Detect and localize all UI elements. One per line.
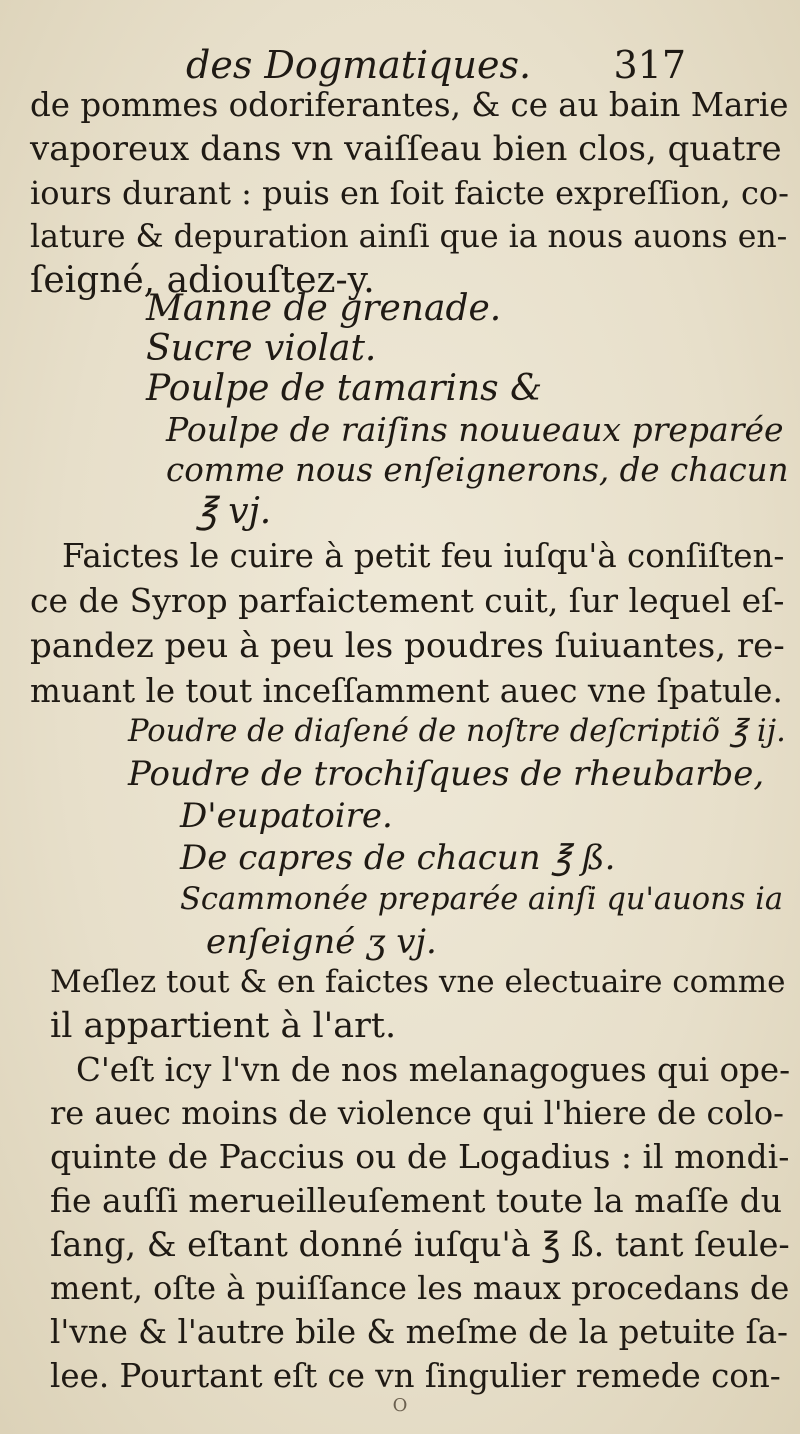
text-line: C'eſt icy l'vn de nos melanagogues qui ope-: [76, 1051, 791, 1089]
ingredient-line: De capres de chacun ℥ ß.: [180, 838, 616, 878]
text-line: Meſlez tout & en faictes vne electuaire comme: [50, 964, 786, 1000]
text-line: iours durant : puis en ſoit faicte expreſſion, co-: [30, 174, 789, 212]
ingredient-line: comme nous enſeignerons, de chacun: [166, 451, 789, 489]
ingredient-line: Scammonée preparée ainſi qu'auons ia: [180, 882, 784, 917]
text-line: l'vne & l'autre bile & meſme de la petuite ſa-: [50, 1313, 789, 1351]
ingredient-line: D'eupatoire.: [180, 796, 393, 836]
text-line: re auec moins de violence qui l'hiere de colo-: [50, 1094, 784, 1132]
text-line: muant le tout inceſſamment auec vne ſpatule.: [30, 672, 783, 710]
text-line: pandez peu à peu les poudres ſuiuantes, re-: [30, 626, 785, 666]
text-line: ſeigné, adiouſtez-y.: [30, 260, 375, 301]
text-line: lature & depuration ainſi que ia nous auons en-: [30, 219, 788, 255]
ingredient-line: Poudre de diaſené de noſtre deſcriptiõ ℥ ij.: [128, 714, 786, 749]
text-line: Faictes le cuire à petit feu iuſqu'à conſiſten-: [62, 537, 785, 575]
text-line: lee. Pourtant eſt ce vn ſingulier remede con-: [50, 1357, 781, 1395]
dosage-line: ℥ vj.: [196, 491, 272, 532]
text-line: ce de Syrop parfaictement cuit, ſur lequel eſ-: [30, 581, 785, 620]
running-title: des Dogmatiques.: [186, 43, 532, 87]
text-line: ment, oſte à puiſſance les maux procedans de: [50, 1269, 790, 1307]
signature-mark: O: [392, 1395, 408, 1416]
text-line: quinte de Paccius ou de Logadius : il mondi-: [50, 1137, 790, 1176]
ingredient-line: Sucre violat.: [146, 328, 377, 369]
text-line: ſang, & eſtant donné iuſqu'à ℥ ß. tant ſeule-: [50, 1225, 790, 1264]
text-line: de pommes odoriferantes, & ce au bain Marie: [30, 86, 789, 124]
text-line: vaporeux dans vn vaiſſeau bien clos, quatre: [30, 129, 782, 169]
ingredient-line: enſeigné ʒ vj.: [206, 922, 437, 962]
ingredient-line: Manne de grenade.: [146, 288, 502, 329]
text-line: il appartient à l'art.: [50, 1006, 397, 1046]
page-number: 317: [613, 43, 686, 87]
ingredient-line: Poulpe de tamarins &: [146, 368, 543, 409]
ingredient-line: Poulpe de raiſins nouueaux preparée: [166, 410, 784, 449]
ingredient-line: Poudre de trochiſques de rheubarbe,: [128, 754, 765, 794]
text-line: fie auſſi merueilleuſement toute la maſſe du: [50, 1181, 782, 1220]
